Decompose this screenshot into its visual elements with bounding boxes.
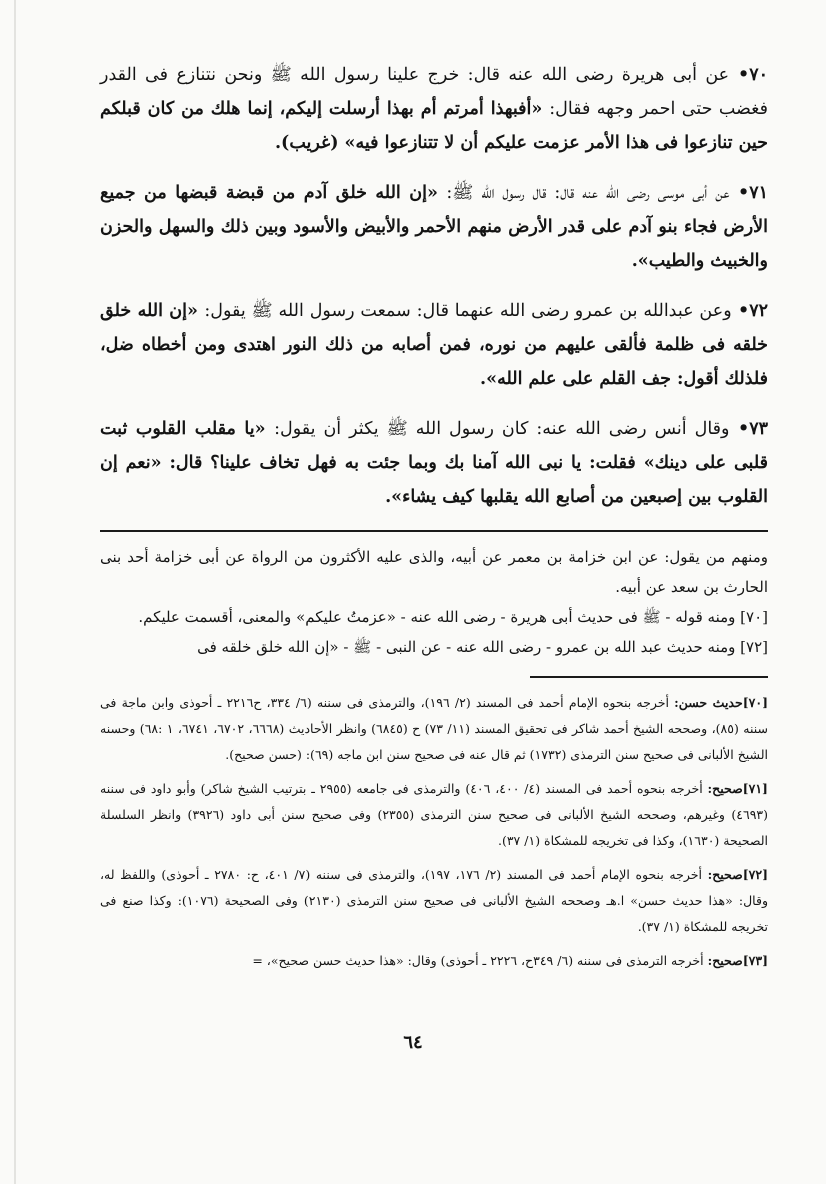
- hadith-number: ٧٢: [749, 301, 769, 321]
- hadith-intro: عن أبى موسى رضى الله عنه قال: قال رسول الله ﷺ:: [446, 183, 730, 203]
- footnote-label: [٧٣]صحيح:: [707, 953, 768, 968]
- footnote-divider: [530, 676, 768, 678]
- hadith-intro: وقال أنس رضى الله عنه: كان رسول الله ﷺ يكثر أن يقول:: [274, 419, 730, 439]
- commentary-block: [100, 542, 768, 662]
- footnote-text: أخرجه الترمذى فى سننه (٦/ ٣٤٩ح، ٢٢٢٦ ـ أحوذى) وقال: «هذا حديث حسن صحيح»، =: [252, 953, 704, 968]
- hadith-73: ٧٣• وقال أنس رضى الله عنه: كان رسول الله ﷺ يكثر أن يقول: «يا مقلب القلوب ثبت قلبى على دينك» فقلت: يا نبى الله آمنا بك وبما جئت به فهل تخاف علينا؟ قال: «نعم إن القلوب بين إصبعين من أصابع الله يقلبها كيف يشاء».: [100, 419, 769, 507]
- footnote-label: [٧٢]صحيح:: [707, 867, 769, 882]
- section-divider: [100, 530, 768, 532]
- hadith-number: ٧١: [749, 183, 768, 203]
- footnote-text: أخرجه بنحوه الإمام أحمد فى المسند (٢/ ١٧٦، ١٩٧)، والترمذى فى سننه (٧/ ٤٠١، ح: ٢٧٨٠ ـ أحوذى) واللفظ له، وقال: «هذا حديث حسن» ا.هـ وصححه الشيخ الألبانى فى صحيح سنن الترمذى (٢١٣٠) وفى الصحيحة (١٠٧٦): وكذا صنع فى تخريجه للمشكاة (١/ ٣٧).: [100, 867, 768, 934]
- footnotes-block: [100, 690, 768, 974]
- scan-edge-line: [14, 0, 16, 1184]
- hadith-text: «يا مقلب القلوب ثبت قلبى على دينك» فقلت: يا نبى الله آمنا بك وبما جئت به فهل تخاف علينا؟ قال: «نعم إن القلوب بين إصبعين من أصابع الله يقلبها كيف يشاء».: [100, 419, 768, 507]
- hadith-text: «إن الله خلق آدم من قبضة قبضها من جميع الأرض فجاء بنو آدم على قدر الأرض منهم الأحمر والأبيض والأسود وبين ذلك والسهل والحزن والخبيث والطيب».: [100, 183, 768, 271]
- hadith-70: ٧٠• عن أبى هريرة رضى الله عنه قال: خرج علينا رسول الله ﷺ ونحن نتنازع فى القدر فغضب حتى احمر وجهه فقال: «أفبهذا أمرتم أم بهذا أرسلت إليكم، إنما هلك من كان قبلكم حين تنازعوا فى هذا الأمر عزمت عليكم أن لا تتنازعوا فيه» (غريب).: [100, 65, 769, 153]
- hadith-text: «أفبهذا أمرتم أم بهذا أرسلت إليكم، إنما هلك من كان قبلكم حين تنازعوا فى هذا الأمر عزمت عليكم أن لا تتنازعوا فيه» (غريب).: [100, 99, 768, 153]
- footnote-label: [٧٠]حديث حسن:: [674, 695, 768, 710]
- footnote-73: [100, 948, 768, 974]
- hadith-72: ٧٢• وعن عبدالله بن عمرو رضى الله عنهما قال: سمعت رسول الله ﷺ يقول: «إن الله خلق خلقه فى ظلمة فألقى عليهم من نوره، فمن أصابه من ذلك النور اهتدى ومن أخطاه ضل، فلذلك أقول: جف القلم على علم الله».: [100, 301, 769, 389]
- hadith-number: ٧٣: [749, 419, 769, 439]
- footnote-label: [٧١]صحيح:: [707, 781, 768, 796]
- commentary-paragraph: [٧٢] ومنه حديث عبد الله بن عمرو - رضى الله عنه - عن النبى - ﷺ - «إن الله خلق خلقه فى: [197, 638, 768, 656]
- commentary-paragraph: [٧٠] ومنه قوله - ﷺ فى حديث أبى هريرة - رضى الله عنه - «عزمتُ عليكم» والمعنى، أقسمت عليكم.: [138, 608, 768, 626]
- footnote-71: [100, 776, 768, 854]
- footnote-text: أخرجه بنحوه أحمد فى المسند (٤/ ٤٠٠، ٤٠٦) والترمذى فى جامعه (٢٩٥٥ ـ بترتيب الشيخ شاكر) وأبو داود فى سننه (٤٦٩٣) وغيرهم، وصححه الشيخ الألبانى فى صحيح سنن الترمذى (٢٣٥٥) وفى صحيح سنن أبى داود (٣٩٢٦) وانظر السلسلة الصحيحة (١٦٣٠)، وكذا فى تخريجه للمشكاة (١/ ٣٧).: [100, 781, 769, 848]
- footnote-text: أخرجه بنحوه الإمام أحمد فى المسند (٢/ ١٩٦)، والترمذى فى سننه (٦/ ٣٣٤، ح٢٢١٦ ـ أحوذى وابن ماجة فى سننه (٨٥)، وصححه الشيخ أحمد شاكر فى تحقيق المسند (١١/ ٧٣) ح (٦٨٤٥) وانظر الأحاديث (٦٦٦٨، ٦٧٠٢، ٦٧٤١، ١ :٦٨) وحسنه الشيخ الألبانى فى صحيح سنن الترمذى (١٧٣٢) ثم قال عنه فى صحيح سنن ابن ماجه (٦٩): (حسن صحيح).: [100, 695, 768, 762]
- page-number: ٦٤: [403, 1032, 423, 1053]
- hadith-text: «إن الله خلق خلقه فى ظلمة فألقى عليهم من نوره، فمن أصابه من ذلك النور اهتدى ومن أخطاه ضل، فلذلك أقول: جف القلم على علم الله».: [100, 301, 768, 389]
- hadith-intro: عن أبى هريرة رضى الله عنه قال: خرج علينا رسول الله ﷺ ونحن نتنازع فى القدر فغضب حتى احمر وجهه فقال:: [100, 65, 768, 119]
- commentary-paragraph: ومنهم من يقول: عن ابن خزامة بن معمر عن أبيه، والذى عليه الأكثرون من الرواة عن أبى خزامة أحد بنى الحارث بن سعد عن أبيه.: [100, 548, 768, 596]
- hadith-number: ٧٠: [749, 65, 769, 85]
- footnote-70: [100, 690, 768, 768]
- hadith-71: ٧١• عن أبى موسى رضى الله عنه قال: قال رسول الله ﷺ: «إن الله خلق آدم من قبضة قبضها من جميع الأرض فجاء بنو آدم على قدر الأرض منهم الأحمر والأبيض والأسود وبين ذلك والسهل والحزن والخبيث والطيب».: [100, 183, 768, 271]
- page-content: [100, 58, 768, 982]
- hadith-intro: وعن عبدالله بن عمرو رضى الله عنهما قال: سمعت رسول الله ﷺ يقول:: [204, 301, 732, 321]
- footnote-72: [100, 862, 768, 940]
